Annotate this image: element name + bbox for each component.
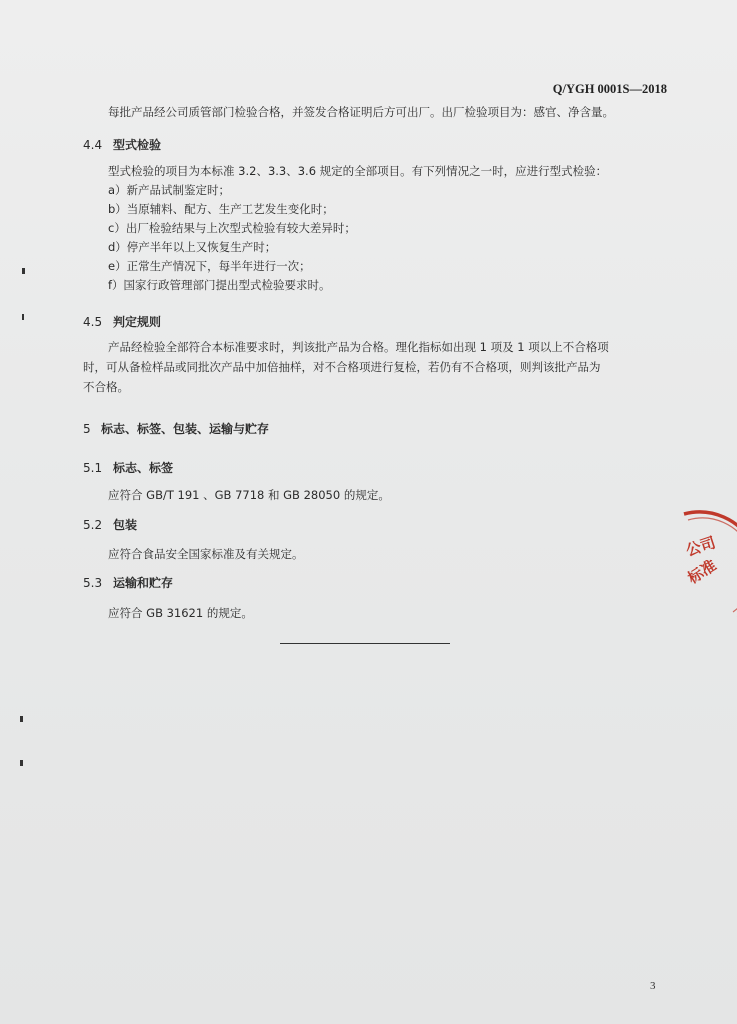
scan-mark bbox=[20, 716, 23, 722]
svg-text:公司: 公司 bbox=[683, 533, 718, 560]
section-5-1-heading bbox=[83, 459, 173, 476]
section-5-heading bbox=[83, 420, 269, 437]
section-number: 4.5 bbox=[83, 315, 103, 329]
list-item: c）出厂检验结果与上次型式检验有较大差异时； bbox=[108, 221, 356, 235]
intro-paragraph: 每批产品经公司质管部门检验合格，并签发合格证明后方可出厂。出厂检验项目为：感官、净含量。 bbox=[108, 105, 614, 119]
inspection-conditions-list bbox=[108, 181, 356, 295]
scan-mark bbox=[22, 268, 25, 274]
list-item: b）当原辅料、配方、生产工艺发生变化时； bbox=[108, 202, 334, 216]
standard-code: Q/YGH 0001S—2018 bbox=[552, 82, 667, 96]
list-item: a）新产品试制鉴定时； bbox=[108, 183, 231, 197]
section-title: 标志、标签、包装、运输与贮存 bbox=[101, 422, 270, 436]
section-4-5-body-line: 时，可从备检样品或同批次产品中加倍抽样，对不合格项进行复检，若仍有不合格项，则判该批产品为 bbox=[83, 360, 601, 374]
section-title: 型式检验 bbox=[113, 138, 162, 152]
section-number: 5.2 bbox=[83, 518, 103, 532]
section-4-4-heading bbox=[83, 136, 161, 153]
section-number: 5 bbox=[83, 422, 91, 436]
list-item: f）国家行政管理部门提出型式检验要求时。 bbox=[108, 278, 331, 292]
section-title: 标志、标签 bbox=[113, 461, 174, 475]
scan-mark bbox=[22, 314, 24, 320]
section-5-2-body: 应符合食品安全国家标准及有关规定。 bbox=[108, 547, 304, 561]
svg-text:标准: 标准 bbox=[684, 556, 720, 588]
section-4-4-body: 型式检验的项目为本标准 3.2、3.3、3.6 规定的全部项目。有下列情况之一时，应进行型式检验： bbox=[108, 164, 608, 178]
section-title: 运输和贮存 bbox=[113, 576, 174, 590]
company-seal-stamp bbox=[678, 508, 737, 628]
section-4-5-heading bbox=[83, 313, 161, 330]
section-5-1-body: 应符合 GB/T 191 、GB 7718 和 GB 28050 的规定。 bbox=[108, 488, 390, 502]
section-4-5-body-line: 不合格。 bbox=[83, 380, 129, 394]
list-item: d）停产半年以上又恢复生产时； bbox=[108, 240, 277, 254]
section-number: 5.3 bbox=[83, 576, 103, 590]
section-number: 5.1 bbox=[83, 461, 103, 475]
scan-mark bbox=[20, 760, 23, 766]
section-5-2-heading bbox=[83, 516, 137, 533]
section-title: 判定规则 bbox=[113, 315, 162, 329]
list-item: e）正常生产情况下，每半年进行一次； bbox=[108, 259, 311, 273]
end-rule bbox=[280, 643, 450, 644]
section-4-5-body-line: 产品经检验全部符合本标准要求时，判该批产品为合格。理化指标如出现 1 项及 1 项以上不合格项 bbox=[108, 340, 609, 354]
section-5-3-heading bbox=[83, 574, 173, 591]
page-number: 3 bbox=[650, 980, 656, 992]
section-number: 4.4 bbox=[83, 138, 103, 152]
section-title: 包装 bbox=[113, 518, 138, 532]
section-5-3-body: 应符合 GB 31621 的规定。 bbox=[108, 606, 253, 620]
